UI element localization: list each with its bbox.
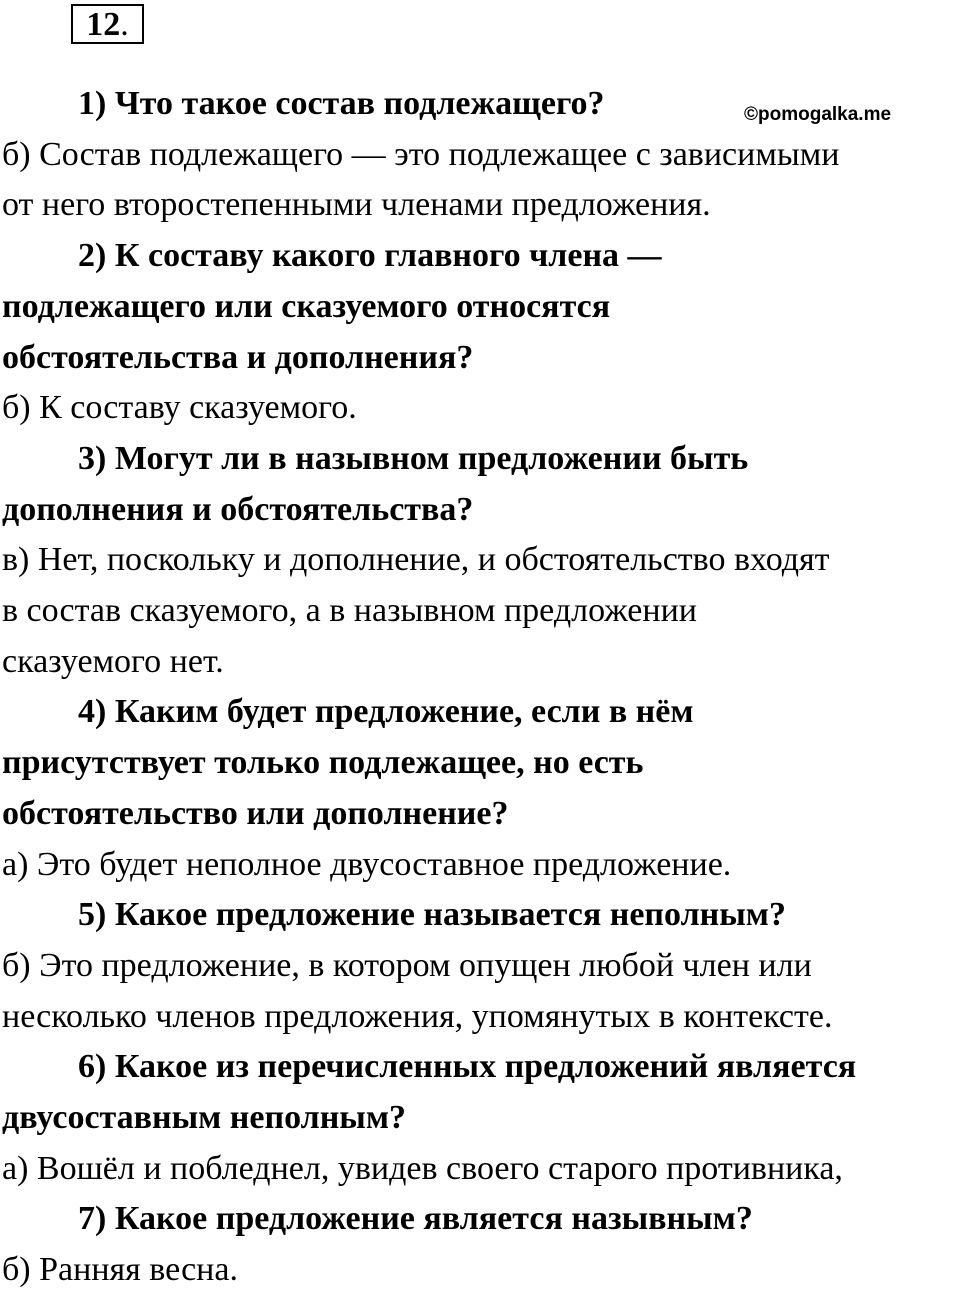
answer-2: б) К составу сказуемого. [2, 389, 357, 427]
question-6: 6) Какое из перечисленных предложений является двусоставным неполным? [2, 1048, 857, 1137]
task-number-box [71, 4, 144, 44]
answer-7: б) Ранняя весна. [2, 1251, 238, 1289]
answer-6: а) Вошёл и побледнел, увидев своего старого противника, [2, 1149, 843, 1187]
watermark: ©pomogalka.me [744, 104, 892, 125]
question-4: 4) Каким будет предложение, если в нём присутствует только подлежащее, но есть обстоятельство или дополнение? [2, 693, 694, 832]
answer-4: а) Это будет неполное двусоставное предложение. [2, 845, 732, 883]
question-7: 7) Какое предложение является назывным? [78, 1200, 753, 1238]
question-2: 2) К составу какого главного члена — подлежащего или сказуемого относятся обстоятельства и дополнения? [2, 237, 662, 376]
answer-1: б) Состав подлежащего — это подлежащее с зависимыми от него второстепенными членами предложения. [2, 135, 840, 224]
question-5: 5) Какое предложение называется неполным? [78, 896, 786, 934]
qa-content [2, 79, 960, 1296]
answer-3: в) Нет, поскольку и дополнение, и обстоятельство входят в состав сказуемого, а в назывном предложении сказуемого нет. [2, 541, 830, 680]
task-number-dot: . [120, 6, 129, 43]
question-1: 1) Что такое состав подлежащего? [78, 85, 605, 122]
task-number: 12 [86, 6, 121, 43]
answer-5: б) Это предложение, в котором опущен любой член или несколько членов предложения, упомянутых в контексте. [2, 946, 833, 1035]
question-3: 3) Могут ли в назывном предложении быть дополнения и обстоятельства? [2, 439, 749, 528]
